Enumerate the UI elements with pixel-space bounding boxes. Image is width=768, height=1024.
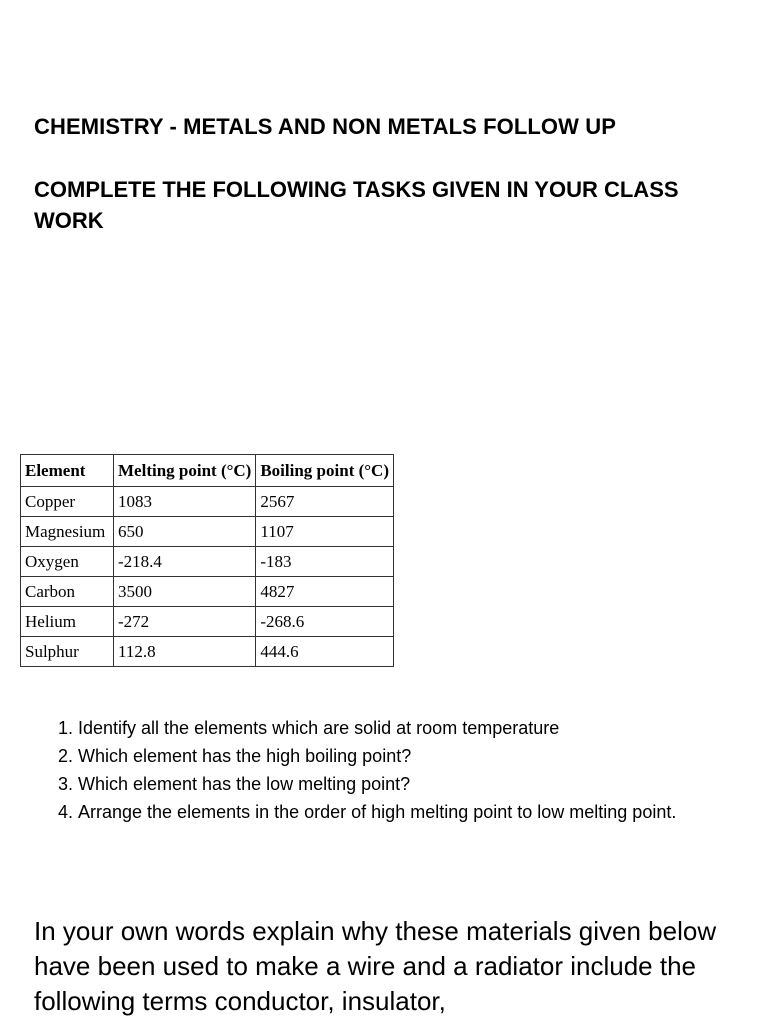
cell-melting-point: 3500 [114, 577, 256, 607]
cell-melting-point: -272 [114, 607, 256, 637]
column-header-melting-point: Melting point (°C) [114, 455, 256, 487]
cell-melting-point: -218.4 [114, 547, 256, 577]
cell-melting-point: 1083 [114, 487, 256, 517]
table-row [21, 517, 394, 547]
question-list [46, 714, 738, 826]
cell-boiling-point: -183 [256, 547, 394, 577]
cell-element: Oxygen [21, 547, 114, 577]
cell-element: Magnesium [21, 517, 114, 547]
cell-boiling-point: -268.6 [256, 607, 394, 637]
column-header-boiling-point: Boiling point (°C) [256, 455, 394, 487]
table-row [21, 637, 394, 667]
cell-element: Helium [21, 607, 114, 637]
question-item: 1. Identify all the elements which are solid at room temperature [78, 714, 738, 742]
table-row [21, 547, 394, 577]
cell-boiling-point: 444.6 [256, 637, 394, 667]
question-item: 2. Which element has the high boiling point? [78, 742, 738, 770]
column-header-element: Element [21, 455, 114, 487]
page-title: CHEMISTRY - METALS AND NON METALS FOLLOW UP [34, 114, 616, 139]
cell-melting-point: 112.8 [114, 637, 256, 667]
cell-element: Carbon [21, 577, 114, 607]
cell-boiling-point: 2567 [256, 487, 394, 517]
cell-element: Copper [21, 487, 114, 517]
question-item: 4. Arrange the elements in the order of high melting point to low melting point. [78, 798, 738, 826]
table-row [21, 607, 394, 637]
cell-element: Sulphur [21, 637, 114, 667]
cell-boiling-point: 4827 [256, 577, 394, 607]
table-row [21, 577, 394, 607]
page-subtitle: COMPLETE THE FOLLOWING TASKS GIVEN IN YOUR CLASS WORK [34, 177, 679, 233]
elements-table [20, 454, 394, 667]
question-item: 3. Which element has the low melting point? [78, 770, 738, 798]
table-header-row [21, 455, 394, 487]
cell-boiling-point: 1107 [256, 517, 394, 547]
cell-melting-point: 650 [114, 517, 256, 547]
instruction-paragraph: In your own words explain why these materials given below have been used to make a wire and a radiator include the following terms conductor, insulator, [34, 916, 717, 1016]
table-row [21, 487, 394, 517]
